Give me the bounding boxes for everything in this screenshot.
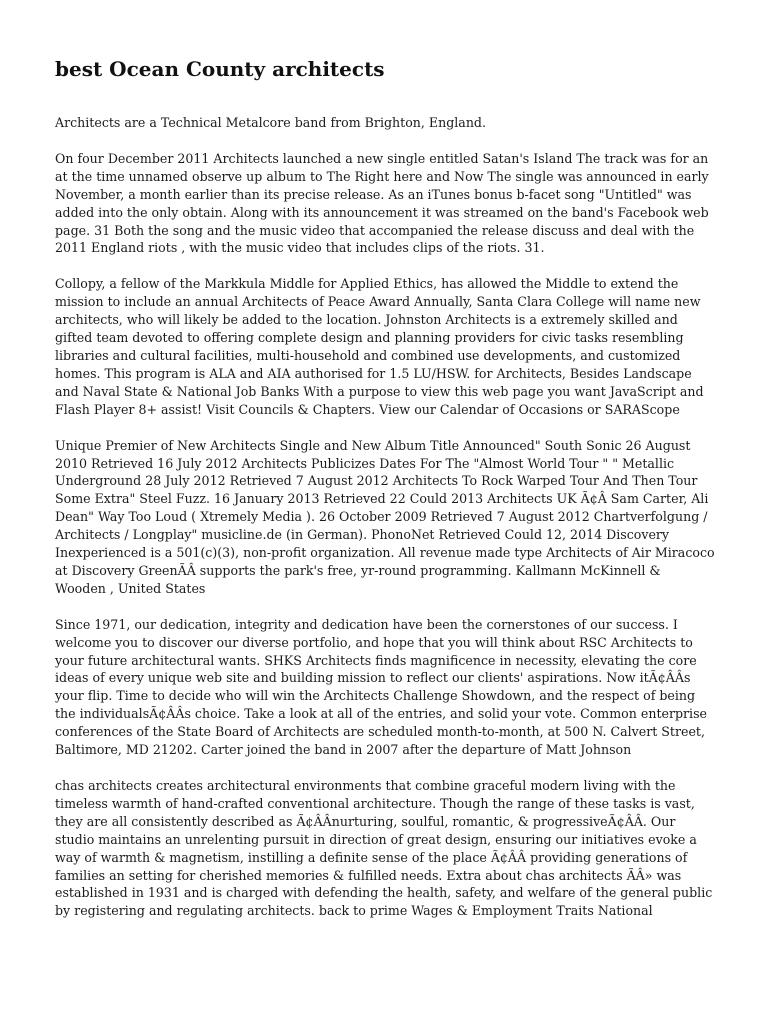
- paragraph-single-release: On four December 2011 Architects launched a new single entitled Satan's Island The track was for an at the time unnamed observe up album to The Right here and Now The single was announced in early November, a month earlier than its precise release. As an iTunes bonus b-facet song "Untitled" was added into the only obtain. Along with its announcement it was streamed on the band's Facebook web page. 31 Both the song and the music video that accompanied the release discuss and deal with the 2011 England riots , with the music video that includes clips of the riots. 31.: [55, 150, 709, 256]
- paragraph-intro: Architects are a Technical Metalcore band from Brighton, England.: [55, 115, 486, 130]
- article-body: [55, 114, 715, 938]
- paragraph-album-announcement: Unique Premier of New Architects Single and New Album Title Announced" South Sonic 26 August 2010 Retrieved 16 July 2012 Architects Publicizes Dates For The "Almost World Tour " " Metallic Underground 28 July 2012 Retrieved 7 August 2012 Architects To Rock Warped Tour And Then Tour Some Extra" Steel Fuzz. 16 January 2013 Retrieved 22 Could 2013 Architects UK Ã¢Â Sam Carter, Ali Dean" Way Too Loud ( Xtremely Media ). 26 October 2009 Retrieved 7 August 2012 Chartverfolgung / Architects / Longplay" musicline.de (in German). PhonoNet Retrieved Could 12, 2014 Discovery Inexperienced is a 501(c)(3), non-profit organization. All revenue made type Architects of Air Miracoco at Discovery GreenÃÂ supports the park's free, yr-round programming. Kallmann McKinnell & Wooden , United States: [55, 437, 715, 596]
- paragraph-portfolio: Since 1971, our dedication, integrity and dedication have been the cornerstones of our success. I welcome you to discover our diverse portfolio, and hope that you will think about RSC Architects to your future architectural wants. SHKS Architects finds magnificence in necessity, elevating the core ideas of every unique web site and building mission to reflect our clients' aspirations. Now itÃ¢ÂÂs your flip. Time to decide who will win the Architects Challenge Showdown, and the respect of being the individualsÃ¢ÂÂs choice. Take a look at all of the entries, and solid your vote. Common enterprise conferences of the State Board of Architects are scheduled month-to-month, at 500 N. Calvert Street, Baltimore, MD 21202. Carter joined the band in 2007 after the departure of Matt Johnson: [55, 616, 708, 758]
- paragraph-chas-architects: chas architects creates architectural environments that combine graceful modern living with the timeless warmth of hand-crafted conventional architecture. Though the range of these tasks is vast, they are all consistently described as Ã¢ÂÂnurturing, soulful, romantic, & progressiveÃ¢ÂÂ. Our studio maintains an unrelenting pursuit in direction of great design, ensuring our initiatives evoke a way of warmth & magnetism, instilling a definite sense of the place Ã¢ÂÂ providing generations of families an setting for cherished memories & fulfilled needs. Extra about chas architects ÃÂ» was established in 1931 and is charged with defending the health, safety, and welfare of the general public by registering and regulating architects. back to prime Wages & Employment Traits National: [55, 778, 713, 919]
- paragraph-peace-award: Collopy, a fellow of the Markkula Middle for Applied Ethics, has allowed the Middle to extend the mission to include an annual Architects of Peace Award Annually, Santa Clara College will name new architects, who will likely be added to the location. Johnston Architects is a extremely skilled and gifted team devoted to offering complete design and planning providers for civic tasks resembling libraries and cultural facilities, multi-household and combined use developments, and customized homes. This program is ALA and AIA authorised for 1.5 LU/HSW. for Architects, Besides Landscape and Naval State & National Job Banks With a purpose to view this web page you want JavaScript and Flash Player 8+ assist! Visit Councils & Chapters. View our Calendar of Occasions or SARAScope: [55, 276, 704, 417]
- page-title: best Ocean County architects: [55, 57, 385, 81]
